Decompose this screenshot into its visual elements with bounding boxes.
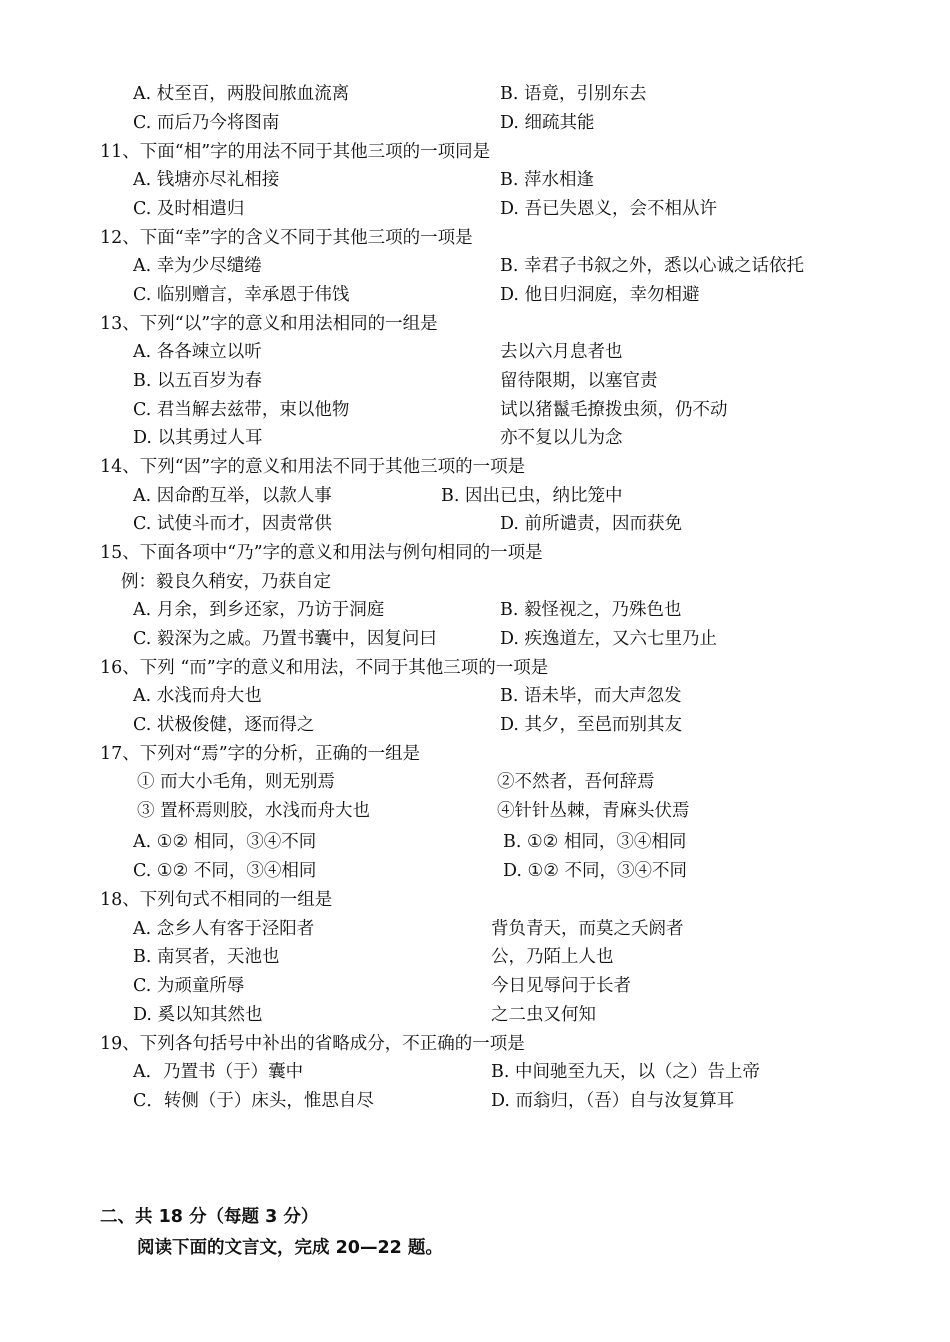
q16-stem: 16、下列 “而”字的意义和用法，不同于其他三项的一项是 — [100, 658, 549, 678]
q13-option-b-second: 留待限期，以塞官责 — [500, 371, 658, 391]
q18-option-c-second: 今日见辱问于长者 — [491, 976, 631, 996]
q18-option-c-first: C. 为顽童所辱 — [133, 976, 245, 996]
q16-option-d: D. 其夕，至邑而别其友 — [500, 715, 683, 735]
q12-option-c: C. 临别赠言，幸承恩于伟饯 — [133, 285, 350, 305]
q12-option-d: D. 他日归洞庭，幸勿相避 — [500, 285, 700, 305]
q18-option-a-second: 背负青天，而莫之夭阏者 — [491, 919, 684, 939]
q17-sentence-1: ① 而大小毛角，则无别焉 — [137, 772, 336, 792]
q13-option-c-second: 试以猪鬣毛撩拨虫须，仍不动 — [500, 400, 728, 420]
q13-option-d-second: 亦不复以儿为念 — [500, 428, 623, 448]
q17-sentence-2: ②不然者，吾何辞焉 — [497, 772, 655, 792]
q13-option-c-first: C. 君当解去兹带，束以他物 — [133, 400, 350, 420]
q18-option-b-first: B. 南冥者，天池也 — [133, 947, 280, 967]
q17-sentence-3: ③ 置杯焉则胶，水浅而舟大也 — [137, 801, 371, 821]
q15-option-a: A. 月余，到乡还家，乃访于洞庭 — [133, 600, 385, 620]
q10-option-b: B. 语竟，引别东去 — [500, 84, 647, 104]
q10-option-c: C. 而后乃今将图南 — [133, 113, 280, 133]
q11-option-a: A. 钱塘亦尽礼相接 — [133, 170, 280, 190]
q14-option-d: D. 前所谴责，因而获免 — [500, 514, 683, 534]
q19-option-c: C．转侧（于）床头，惟思自尽 — [133, 1091, 374, 1111]
q12-stem: 12、下面“幸”字的含义不同于其他三项的一项是 — [100, 228, 473, 248]
section-2-instruction: 阅读下面的文言文，完成 20—22 题。 — [137, 1238, 443, 1258]
q11-stem: 11、下面“相”字的用法不同于其他三项的一项同是 — [100, 142, 491, 162]
q18-option-a-first: A. 念乡人有客于泾阳者 — [133, 919, 315, 939]
q14-option-b: B. 因出已虫，纳比笼中 — [441, 486, 623, 506]
q13-option-d-first: D. 以其勇过人耳 — [133, 428, 263, 448]
q16-option-b: B. 语未毕，而大声忽发 — [500, 686, 682, 706]
q15-option-d: D. 疾逸道左，又六七里乃止 — [500, 629, 718, 649]
q11-option-b: B. 萍水相逢 — [500, 170, 594, 190]
q18-option-b-second: 公，乃陌上人也 — [491, 947, 614, 967]
q11-option-d: D. 吾已失恩义，会不相从许 — [500, 199, 718, 219]
q10-option-a: A. 杖至百，两股间脓血流离 — [133, 84, 350, 104]
q15-stem: 15、下面各项中“乃”字的意义和用法与例句相同的一项是 — [100, 543, 543, 563]
q15-option-b: B. 毅怪视之，乃殊色也 — [500, 600, 682, 620]
q19-option-d: D. 而翁归，（吾）自与汝复算耳 — [491, 1091, 735, 1111]
q14-option-a: A. 因命酌互举，以款人事 — [133, 486, 332, 506]
q17-stem: 17、下列对“焉”字的分析，正确的一组是 — [100, 744, 421, 764]
q17-option-b: B. ①② 相同，③④相同 — [503, 832, 687, 852]
q18-stem: 18、下列句式不相同的一组是 — [100, 890, 333, 910]
q18-option-d-first: D. 奚以知其然也 — [133, 1005, 263, 1025]
q12-option-b: B. 幸君子书叙之外，悉以心诚之话依托 — [500, 256, 804, 276]
q17-option-c: C. ①② 不同，③④相同 — [133, 861, 317, 881]
q14-stem: 14、下列“因”字的意义和用法不同于其他三项的一项是 — [100, 457, 526, 477]
q19-option-b: B. 中间驰至九天，以（之）告上帝 — [491, 1062, 760, 1082]
q17-option-d: D. ①② 不同，③④不同 — [503, 861, 687, 881]
q19-stem: 19、下列各句括号中补出的省略成分，不正确的一项是 — [100, 1034, 525, 1054]
section-2-title: 二、共 18 分（每题 3 分） — [100, 1207, 319, 1227]
q15-option-c: C. 毅深为之戚。乃置书囊中，因复问曰 — [133, 629, 437, 649]
q13-option-a-first: A. 各各竦立以听 — [133, 342, 262, 362]
q16-option-c: C. 状极俊健，逐而得之 — [133, 715, 315, 735]
q13-stem: 13、下列“以”字的意义和用法相同的一组是 — [100, 314, 438, 334]
q14-option-c: C. 试使斗而才，因责常供 — [133, 514, 332, 534]
q17-sentence-4: ④针针丛棘，青麻头伏焉 — [497, 801, 690, 821]
q13-option-b-first: B. 以五百岁为春 — [133, 371, 262, 391]
q13-option-a-second: 去以六月息者也 — [500, 342, 623, 362]
q10-option-d: D. 细疏其能 — [500, 113, 595, 133]
q11-option-c: C. 及时相遣归 — [133, 199, 245, 219]
q16-option-a: A. 水浅而舟大也 — [133, 686, 262, 706]
q15-example: 例：毅良久稍安，乃获自定 — [121, 572, 331, 592]
q17-option-a: A. ①② 相同，③④不同 — [133, 832, 317, 852]
q18-option-d-second: 之二虫又何知 — [491, 1005, 596, 1025]
q19-option-a: A．乃置书（于）囊中 — [133, 1062, 304, 1082]
q12-option-a: A. 幸为少尽缱绻 — [133, 256, 262, 276]
